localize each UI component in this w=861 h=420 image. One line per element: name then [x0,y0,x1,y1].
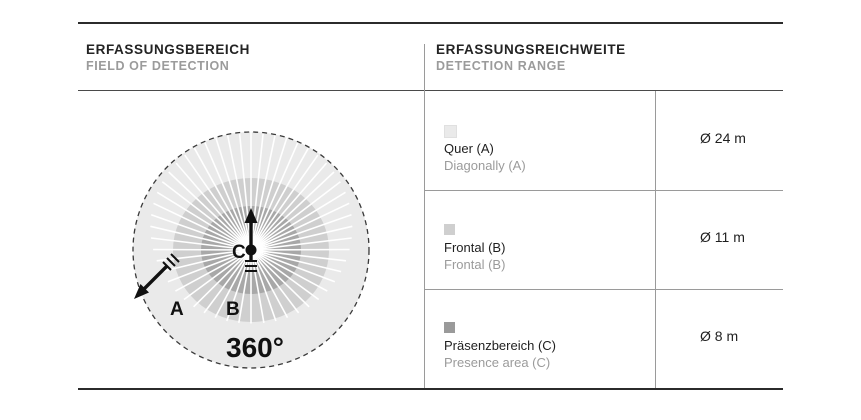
zone-b-marker-label: B [226,299,240,320]
column-divider [424,44,425,388]
row-label-de: Präsenzbereich (C) [444,338,556,353]
row-label-de: Frontal (B) [444,240,506,255]
row-label-en: Diagonally (A) [444,158,526,173]
angle-label: 360° [226,332,284,363]
swatch-c [444,322,455,333]
swatch-b [444,224,455,235]
row-value: Ø 24 m [700,130,746,146]
diagram-sheet [78,22,783,390]
detection-field-svg [108,100,408,386]
bottom-rule [78,388,783,390]
zone-a-marker-label: A [170,299,184,320]
row-label-en: Presence area (C) [444,355,551,370]
table-row [444,221,644,273]
left-title-en: FIELD OF DETECTION [86,59,230,73]
row-label-en: Frontal (B) [444,257,506,272]
row-value: Ø 11 m [700,229,745,245]
right-title-de: ERFASSUNGSREICHWEITE [436,42,626,57]
row-value: Ø 8 m [700,328,739,344]
zone-c-label: C [232,242,246,263]
row-separator [425,190,783,191]
header-rule [78,90,783,91]
table-row [444,319,644,371]
left-title-de: ERFASSUNGSBEREICH [86,42,250,57]
top-rule [78,22,783,24]
column-header-left [86,42,250,74]
row-separator [425,289,783,290]
right-title-en: DETECTION RANGE [436,59,566,73]
detection-field-diagram [108,100,408,386]
row-label-de: Quer (A) [444,141,494,156]
value-column-divider [655,91,656,388]
swatch-a [444,125,457,138]
table-row [444,122,644,174]
column-header-right [436,42,626,74]
